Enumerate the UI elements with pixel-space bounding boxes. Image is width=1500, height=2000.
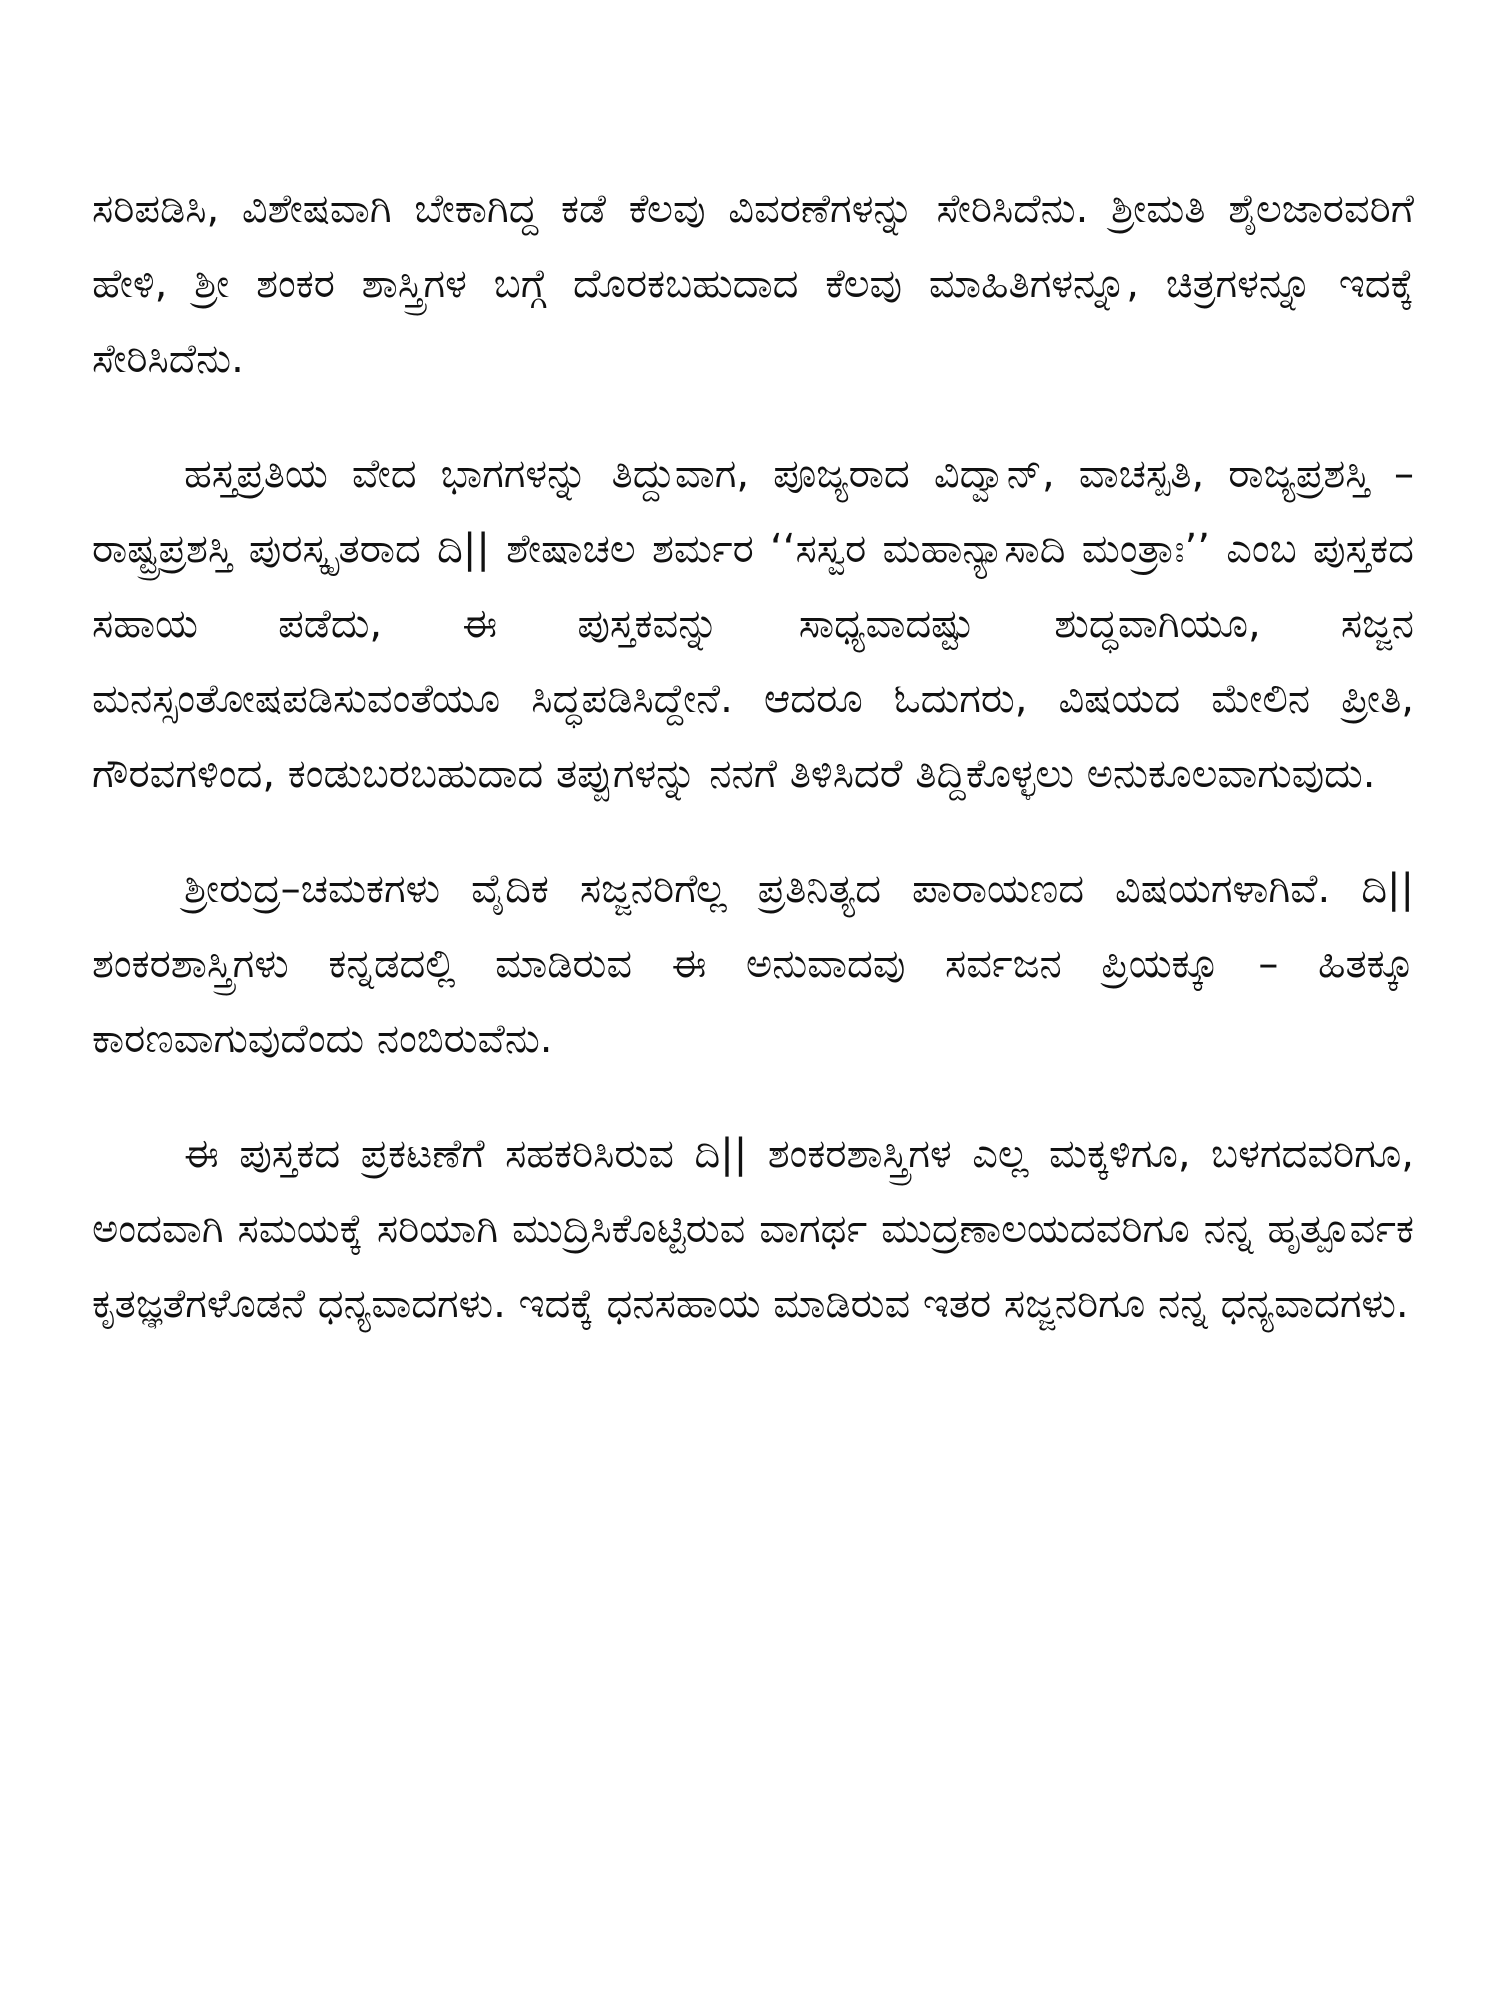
paragraph-1: ಸರಿಪಡಿಸಿ, ವಿಶೇಷವಾಗಿ ಬೇಕಾಗಿದ್ದ ಕಡೆ ಕೆಲವು ವಿವರಣೆಗಳನ್ನು ಸೇರಿಸಿದೆನು. ಶ್ರೀಮತಿ ಶೈಲಜಾರವರಿಗೆ ಹೇಳಿ, ಶ್ರೀ ಶಂಕರ ಶಾಸ್ತ್ರಿಗಳ ಬಗ್ಗೆ ದೊರಕಬಹುದಾದ ಕೆಲವು ಮಾಹಿತಿಗಳನ್ನೂ, ಚಿತ್ರಗಳನ್ನೂ ಇದಕ್ಕೆ ಸೇರಿಸಿದೆನು.	[92, 186, 1414, 382]
paragraph-2: ಹಸ್ತಪ್ರತಿಯ ವೇದ ಭಾಗಗಳನ್ನು ತಿದ್ದುವಾಗ, ಪೂಜ್ಯರಾದ ವಿದ್ವಾನ್, ವಾಚಸ್ಪತಿ, ರಾಜ್ಯಪ್ರಶಸ್ತಿ – ರಾಷ್ಟ್ರಪ್ರಶಸ್ತಿ ಪುರಸ್ಕೃತರಾದ ದಿ|| ಶೇಷಾಚಲ ಶರ್ಮರ ‘‘ಸಸ್ವರ ಮಹಾನ್ಯಾಸಾದಿ ಮಂತ್ರಾಃ’’ ಎಂಬ ಪುಸ್ತಕದ ಸಹಾಯ ಪಡೆದು, ಈ ಪುಸ್ತಕವನ್ನು ಸಾಧ್ಯವಾದಷ್ಟು ಶುದ್ಧವಾಗಿಯೂ, ಸಜ್ಜನ ಮನಸ್ಸಂತೋಷಪಡಿಸುವಂತೆಯೂ ಸಿದ್ಧಪಡಿಸಿದ್ದೇನೆ. ಆದರೂ ಓದುಗರು, ವಿಷಯದ ಮೇಲಿನ ಪ್ರೀತಿ, ಗೌರವಗಳಿಂದ, ಕಂಡುಬರಬಹುದಾದ ತಪ್ಪುಗಳನ್ನು ನನಗೆ ತಿಳಿಸಿದರೆ ತಿದ್ದಿಕೊಳ್ಳಲು ಅನುಕೂಲವಾಗುವುದು.	[92, 451, 1414, 797]
paragraph-3: ಶ್ರೀರುದ್ರ–ಚಮಕಗಳು ವೈದಿಕ ಸಜ್ಜನರಿಗೆಲ್ಲ ಪ್ರತಿನಿತ್ಯದ ಪಾರಾಯಣದ ವಿಷಯಗಳಾಗಿವೆ. ದಿ|| ಶಂಕರಶಾಸ್ತ್ರಿಗಳು ಕನ್ನಡದಲ್ಲಿ ಮಾಡಿರುವ ಈ ಅನುವಾದವು ಸರ್ವಜನ ಪ್ರಿಯಕ್ಕೂ – ಹಿತಕ್ಕೂ ಕಾರಣವಾಗುವುದೆಂದು ನಂಬಿರುವೆನು.	[92, 866, 1414, 1062]
document-body	[92, 172, 1414, 1342]
paragraph-4: ಈ ಪುಸ್ತಕದ ಪ್ರಕಟಣೆಗೆ ಸಹಕರಿಸಿರುವ ದಿ|| ಶಂಕರಶಾಸ್ತ್ರಿಗಳ ಎಲ್ಲ ಮಕ್ಕಳಿಗೂ, ಬಳಗದವರಿಗೂ, ಅಂದವಾಗಿ ಸಮಯಕ್ಕೆ ಸರಿಯಾಗಿ ಮುದ್ರಿಸಿಕೊಟ್ಟಿರುವ ವಾಗರ್ಥ ಮುದ್ರಣಾಲಯದವರಿಗೂ ನನ್ನ ಹೃತ್ಪೂರ್ವಕ ಕೃತಜ್ಞತೆಗಳೊಡನೆ ಧನ್ಯವಾದಗಳು. ಇದಕ್ಕೆ ಧನಸಹಾಯ ಮಾಡಿರುವ ಇತರ ಸಜ್ಜನರಿಗೂ ನನ್ನ ಧನ್ಯವಾದಗಳು.	[92, 1131, 1414, 1327]
